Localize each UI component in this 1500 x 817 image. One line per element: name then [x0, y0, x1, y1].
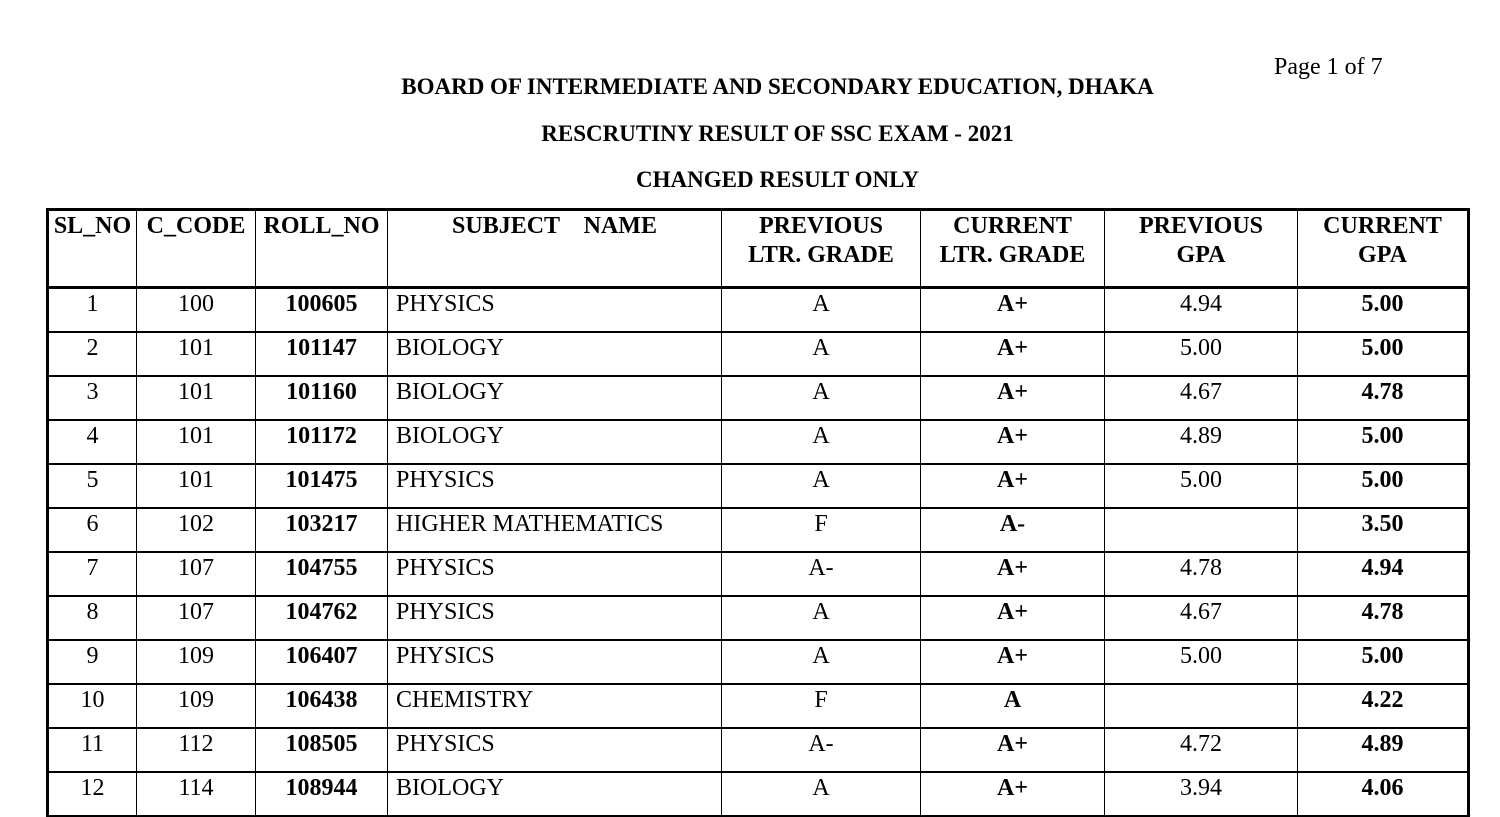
cell-current-ltr-grade: A+: [921, 728, 1105, 772]
cell-current-gpa: 3.50: [1298, 508, 1469, 552]
cell-roll-no: 104755: [256, 552, 388, 596]
cell-previous-ltr-grade: A: [722, 640, 921, 684]
cell-previous-gpa: 4.89: [1105, 420, 1298, 464]
cell-current-ltr-grade: A+: [921, 288, 1105, 333]
cell-subject-name: HIGHER MATHEMATICS: [388, 508, 722, 552]
cell-c-code: 100: [137, 288, 256, 333]
cell-previous-gpa: [1105, 684, 1298, 728]
table-header-row: [48, 210, 1469, 288]
cell-subject-name: PHYSICS: [388, 288, 722, 333]
cell-roll-no: 108505: [256, 728, 388, 772]
table-row: [48, 728, 1469, 772]
cell-previous-ltr-grade: A: [722, 420, 921, 464]
table-row: [48, 640, 1469, 684]
column-header-current-ltr-grade: CURRENT LTR. GRADE: [921, 210, 1105, 288]
cell-c-code: 101: [137, 376, 256, 420]
cell-previous-gpa: 4.78: [1105, 552, 1298, 596]
cell-previous-gpa: 4.94: [1105, 288, 1298, 333]
cell-sl-no: 2: [48, 332, 137, 376]
cell-c-code: 101: [137, 464, 256, 508]
cell-previous-gpa: 4.67: [1105, 376, 1298, 420]
result-subtitle: CHANGED RESULT ONLY: [636, 167, 919, 192]
cell-current-gpa: 5.00: [1298, 420, 1469, 464]
cell-previous-ltr-grade: F: [722, 684, 921, 728]
cell-c-code: 102: [137, 508, 256, 552]
cell-roll-no: 101475: [256, 464, 388, 508]
table-row: [48, 596, 1469, 640]
cell-c-code: 109: [137, 684, 256, 728]
cell-current-gpa: 4.89: [1298, 728, 1469, 772]
table-row: [48, 420, 1469, 464]
column-header-sl-no: SL_NO: [48, 210, 137, 288]
cell-previous-gpa: 4.72: [1105, 728, 1298, 772]
cell-subject-name: BIOLOGY: [388, 332, 722, 376]
cell-current-gpa: 5.00: [1298, 288, 1469, 333]
cell-subject-name: PHYSICS: [388, 552, 722, 596]
column-header-current-gpa: CURRENT GPA: [1298, 210, 1469, 288]
cell-current-gpa: 4.78: [1298, 376, 1469, 420]
cell-roll-no: 101160: [256, 376, 388, 420]
cell-current-ltr-grade: A+: [921, 596, 1105, 640]
column-header-subject-name: SUBJECT NAME: [388, 210, 722, 288]
cell-roll-no: 101147: [256, 332, 388, 376]
cell-previous-ltr-grade: A-: [722, 728, 921, 772]
table-row: [48, 288, 1469, 333]
cell-current-gpa: 4.06: [1298, 772, 1469, 816]
table-row: [48, 376, 1469, 420]
cell-sl-no: 5: [48, 464, 137, 508]
page-indicator: Page 1 of 7: [1274, 54, 1383, 80]
cell-sl-no: 4: [48, 420, 137, 464]
cell-previous-gpa: 5.00: [1105, 464, 1298, 508]
cell-subject-name: PHYSICS: [388, 464, 722, 508]
table-row: [48, 772, 1469, 816]
column-header-roll-no: ROLL_NO: [256, 210, 388, 288]
cell-previous-ltr-grade: A: [722, 332, 921, 376]
cell-previous-gpa: 5.00: [1105, 640, 1298, 684]
cell-subject-name: PHYSICS: [388, 596, 722, 640]
cell-c-code: 101: [137, 420, 256, 464]
cell-previous-gpa: [1105, 508, 1298, 552]
cell-sl-no: 6: [48, 508, 137, 552]
cell-previous-ltr-grade: A-: [722, 552, 921, 596]
cell-subject-name: BIOLOGY: [388, 772, 722, 816]
cell-previous-gpa: 5.00: [1105, 332, 1298, 376]
cell-current-ltr-grade: A-: [921, 508, 1105, 552]
cell-current-gpa: 5.00: [1298, 332, 1469, 376]
cell-c-code: 101: [137, 332, 256, 376]
cell-c-code: 107: [137, 552, 256, 596]
cell-previous-ltr-grade: A: [722, 464, 921, 508]
table-row: [48, 684, 1469, 728]
cell-subject-name: BIOLOGY: [388, 376, 722, 420]
cell-roll-no: 101172: [256, 420, 388, 464]
cell-sl-no: 7: [48, 552, 137, 596]
cell-sl-no: 8: [48, 596, 137, 640]
cell-roll-no: 106438: [256, 684, 388, 728]
cell-subject-name: BIOLOGY: [388, 420, 722, 464]
cell-roll-no: 100605: [256, 288, 388, 333]
cell-previous-ltr-grade: A: [722, 288, 921, 333]
cell-current-ltr-grade: A+: [921, 552, 1105, 596]
cell-previous-gpa: 4.67: [1105, 596, 1298, 640]
cell-sl-no: 9: [48, 640, 137, 684]
cell-sl-no: 12: [48, 772, 137, 816]
results-table: [46, 208, 1470, 817]
cell-roll-no: 108944: [256, 772, 388, 816]
cell-current-ltr-grade: A+: [921, 420, 1105, 464]
table-row: [48, 332, 1469, 376]
cell-roll-no: 104762: [256, 596, 388, 640]
cell-current-gpa: 5.00: [1298, 640, 1469, 684]
table-row: [48, 552, 1469, 596]
cell-previous-ltr-grade: A: [722, 596, 921, 640]
cell-previous-ltr-grade: A: [722, 772, 921, 816]
cell-subject-name: CHEMISTRY: [388, 684, 722, 728]
table-row: [48, 464, 1469, 508]
cell-sl-no: 11: [48, 728, 137, 772]
cell-current-ltr-grade: A+: [921, 332, 1105, 376]
cell-current-ltr-grade: A+: [921, 772, 1105, 816]
cell-current-gpa: 4.94: [1298, 552, 1469, 596]
cell-current-ltr-grade: A+: [921, 640, 1105, 684]
cell-current-gpa: 4.78: [1298, 596, 1469, 640]
board-title: BOARD OF INTERMEDIATE AND SECONDARY EDUCATION, DHAKA: [401, 74, 1154, 99]
cell-sl-no: 1: [48, 288, 137, 333]
table-row: [48, 508, 1469, 552]
cell-current-ltr-grade: A+: [921, 376, 1105, 420]
cell-c-code: 114: [137, 772, 256, 816]
cell-current-gpa: 5.00: [1298, 464, 1469, 508]
cell-c-code: 112: [137, 728, 256, 772]
exam-title: RESCRUTINY RESULT OF SSC EXAM - 2021: [541, 121, 1014, 146]
cell-roll-no: 106407: [256, 640, 388, 684]
cell-previous-gpa: 3.94: [1105, 772, 1298, 816]
cell-sl-no: 10: [48, 684, 137, 728]
column-header-previous-gpa: PREVIOUS GPA: [1105, 210, 1298, 288]
column-header-c-code: C_CODE: [137, 210, 256, 288]
cell-current-ltr-grade: A+: [921, 464, 1105, 508]
cell-previous-ltr-grade: A: [722, 376, 921, 420]
cell-current-gpa: 4.22: [1298, 684, 1469, 728]
cell-roll-no: 103217: [256, 508, 388, 552]
cell-subject-name: PHYSICS: [388, 640, 722, 684]
cell-sl-no: 3: [48, 376, 137, 420]
cell-previous-ltr-grade: F: [722, 508, 921, 552]
cell-c-code: 109: [137, 640, 256, 684]
column-header-previous-ltr-grade: PREVIOUS LTR. GRADE: [722, 210, 921, 288]
cell-c-code: 107: [137, 596, 256, 640]
cell-current-ltr-grade: A: [921, 684, 1105, 728]
cell-subject-name: PHYSICS: [388, 728, 722, 772]
